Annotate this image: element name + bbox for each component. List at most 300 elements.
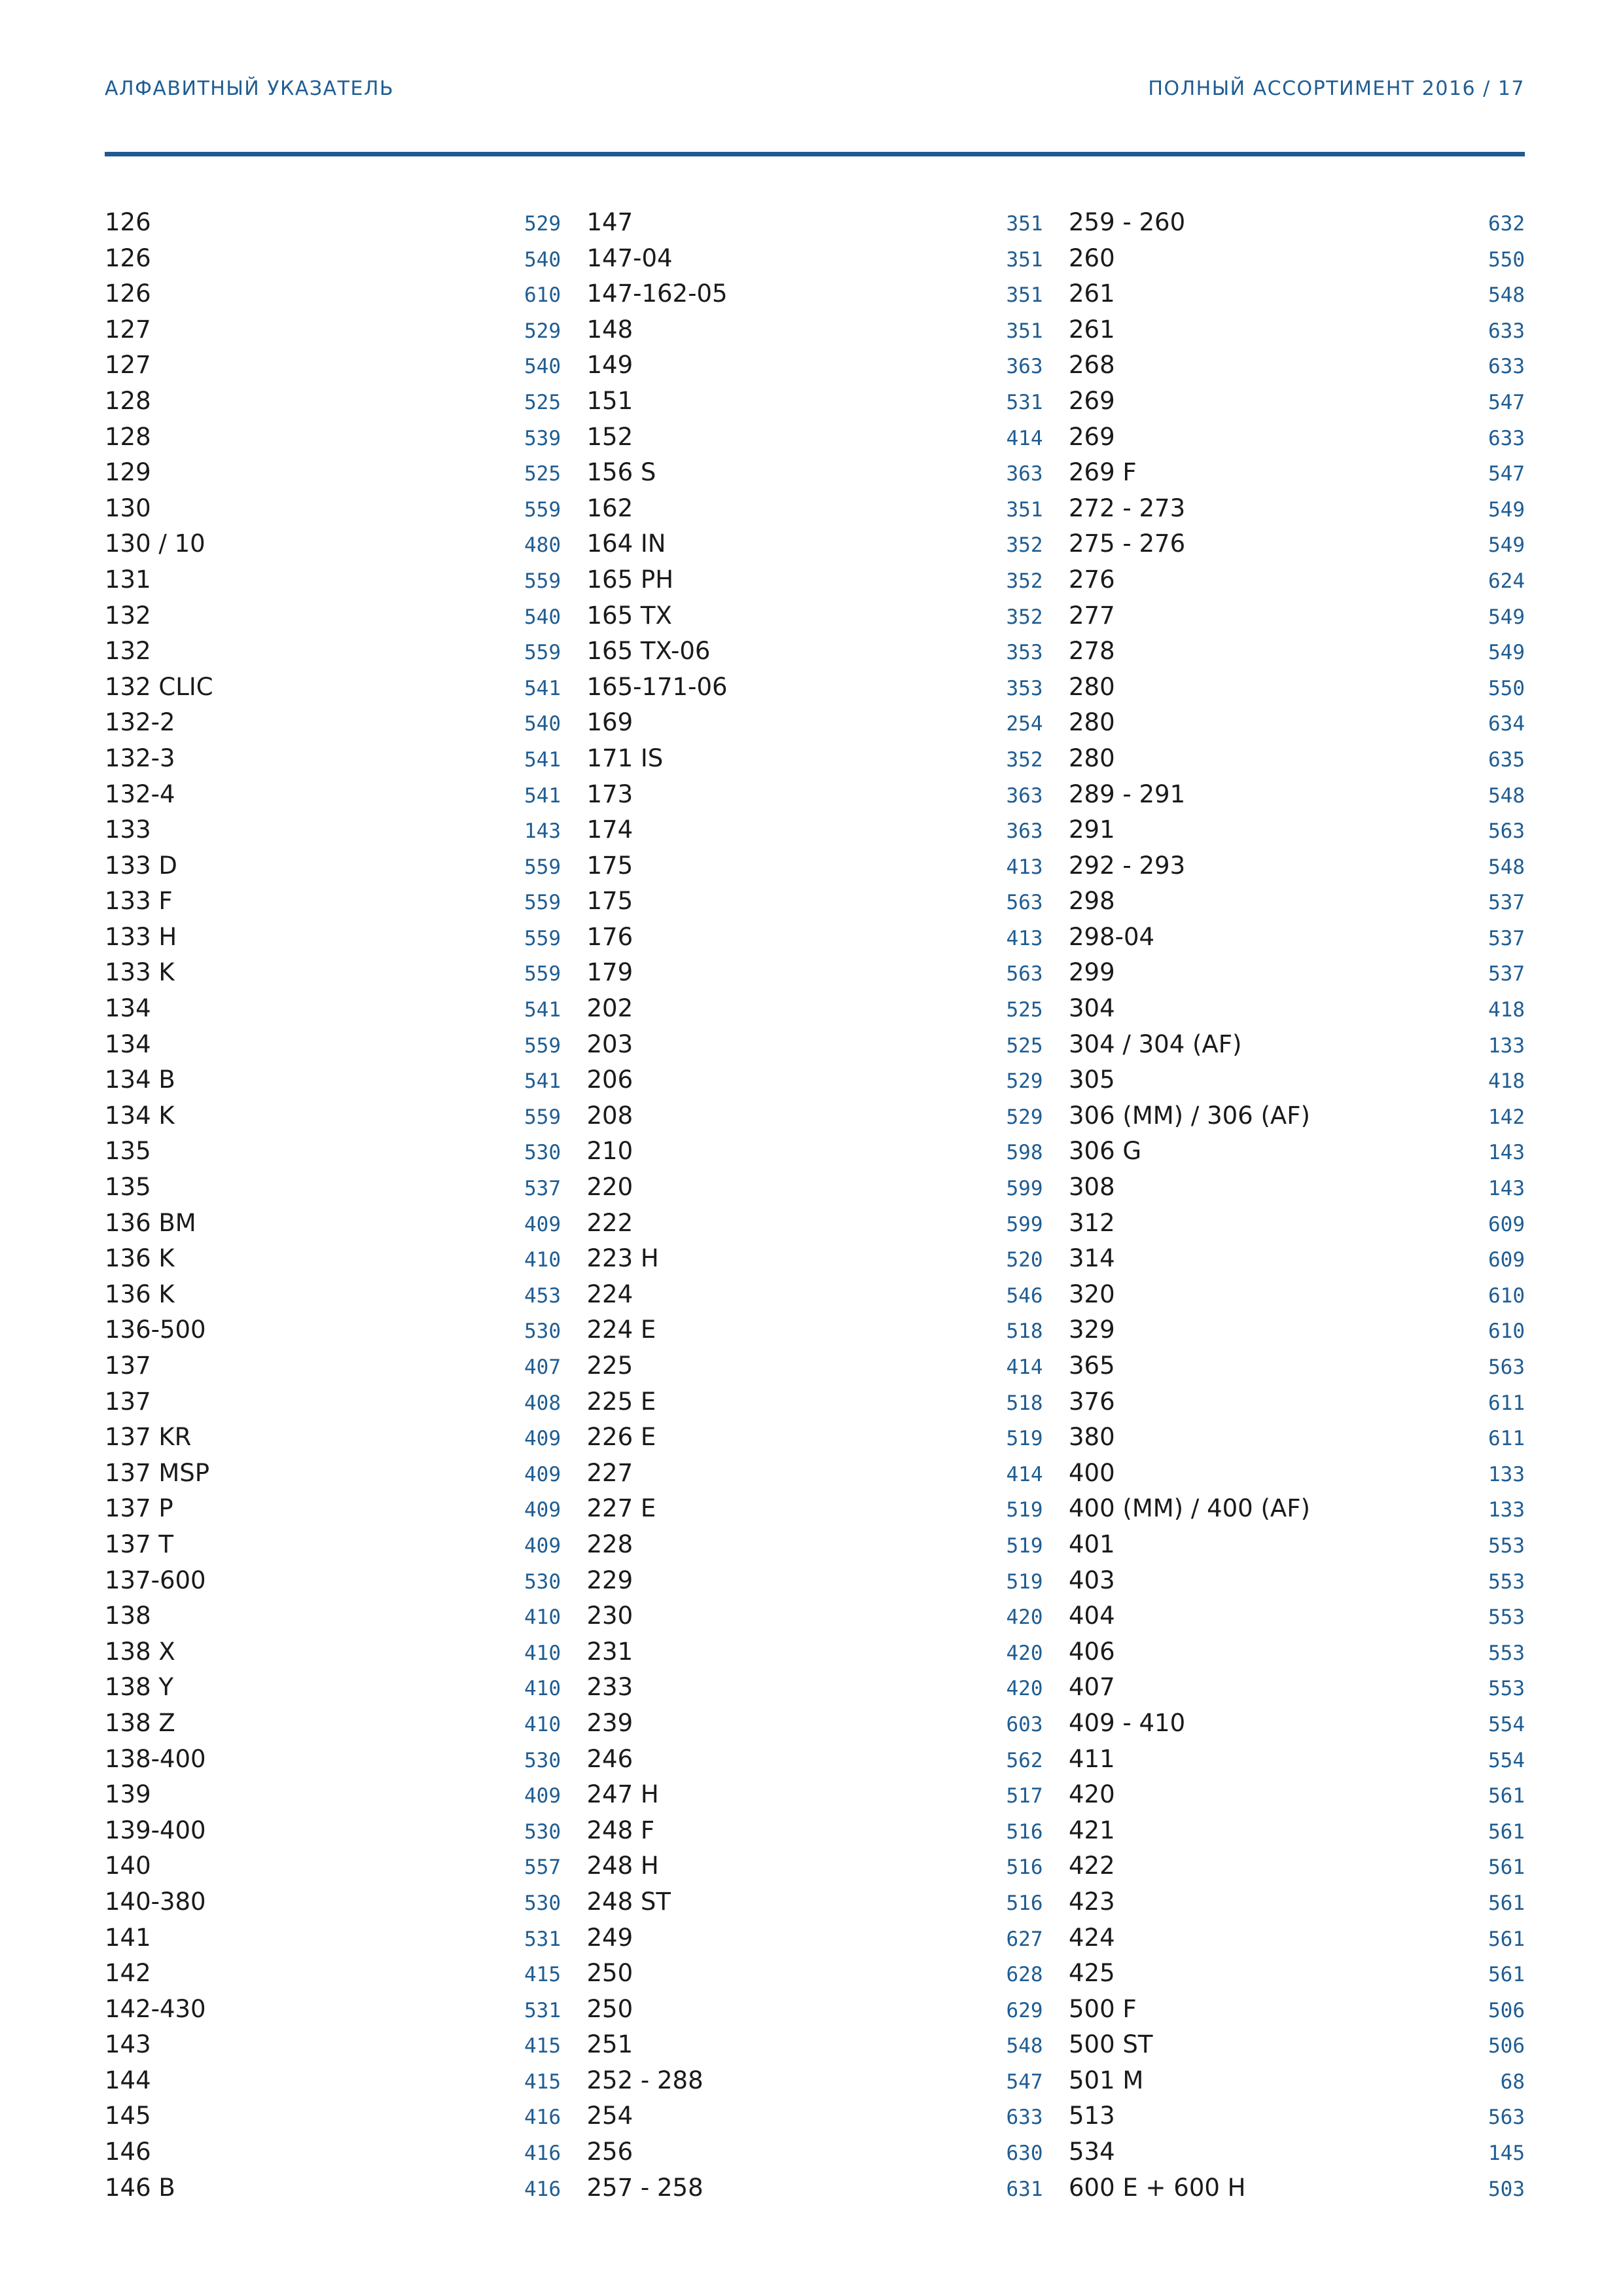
entry-label: 136-500 [105,1316,206,1344]
page-number: 599 [1006,1177,1043,1201]
entry-label: 239 [586,1708,633,1737]
entry-label: 133 F [105,887,173,916]
page-number: 133 [1488,1033,1525,1058]
page-number: 353 [1006,641,1043,665]
page-number: 610 [1488,1319,1525,1344]
entry-label: 425 [1069,1959,1115,1988]
entry-label: 137 MSP [105,1458,210,1487]
index-entry [1069,348,1525,384]
page-number: 559 [524,962,561,986]
page-number: 549 [1488,605,1525,629]
entry-label: 226 E [586,1423,656,1452]
page-number: 351 [1006,319,1043,343]
page-number: 516 [1006,1820,1043,1844]
page-number: 559 [524,1033,561,1058]
entry-label: 305 [1069,1066,1115,1094]
entry-label: 140-380 [105,1887,206,1916]
page-number: 68 [1500,2070,1525,2094]
page-number: 351 [1006,283,1043,308]
page-number: 541 [524,676,561,700]
page-number: 559 [524,891,561,915]
index-entry [105,205,561,241]
index-entry [1069,2098,1525,2134]
entry-label: 144 [105,2066,151,2094]
index-entry [105,1956,561,1992]
entry-label: 277 [1069,601,1115,630]
entry-label: 320 [1069,1280,1115,1308]
page-number: 415 [524,2034,561,2058]
page-number: 633 [1488,355,1525,379]
entry-label: 130 / 10 [105,529,205,558]
page-number: 506 [1488,2034,1525,2058]
entry-label: 135 [105,1173,151,1202]
entry-label: 175 [586,887,633,916]
entry-label: 291 [1069,816,1115,844]
index-entry [1069,1598,1525,1634]
index-entry [587,1456,1043,1492]
entry-label: 151 [586,386,633,415]
index-entry [1069,1062,1525,1098]
index-entry [1069,777,1525,813]
page-number: 537 [1488,962,1525,986]
index-entry [1069,1563,1525,1599]
entry-label: 165 TX-06 [586,637,711,666]
page-number: 557 [524,1856,561,1880]
page-number: 142 [1488,1105,1525,1129]
page-number: 518 [1006,1319,1043,1344]
index-entry [105,2134,561,2170]
entry-label: 224 E [586,1316,656,1344]
entry-label: 132-2 [105,708,175,737]
entry-label: 299 [1069,958,1115,987]
entry-label: 280 [1069,744,1115,772]
page-number: 531 [524,1998,561,2022]
page-number: 414 [1006,1462,1043,1486]
entry-label: 140 [105,1852,151,1880]
page-number: 540 [524,247,561,272]
index-entry [587,991,1043,1027]
index-entry [1069,1742,1525,1778]
index-entry [1069,812,1525,848]
entry-label: 278 [1069,637,1115,666]
page-number: 363 [1006,783,1043,808]
index-entry [1069,1884,1525,1920]
index-entry [587,2027,1043,2063]
page-number: 530 [524,1891,561,1915]
entry-label: 141 [105,1923,151,1952]
entry-label: 406 [1069,1637,1115,1666]
index-entry [1069,598,1525,634]
page-number: 548 [1488,855,1525,879]
index-entry [105,1098,561,1134]
entry-label: 137 [105,1352,151,1380]
entry-label: 133 K [105,958,175,987]
entry-label: 132 [105,637,151,666]
entry-label: 165 TX [586,601,672,630]
page-number: 133 [1488,1462,1525,1486]
index-entry [1069,1206,1525,1242]
page-number: 529 [524,319,561,343]
entry-label: 500 F [1069,1994,1137,2023]
index-entry [105,741,561,777]
entry-label: 139 [105,1780,151,1809]
page-number: 561 [1488,1927,1525,1951]
entry-label: 231 [586,1637,633,1666]
page-number: 143 [1488,1177,1525,1201]
entry-label: 269 F [1069,458,1137,487]
index-entry [105,1742,561,1778]
index-entry [587,1670,1043,1706]
index-entry [1069,670,1525,706]
index-entry [587,562,1043,598]
page-number: 410 [524,1677,561,1701]
page-number: 480 [524,533,561,558]
entry-label: 501 M [1069,2066,1144,2094]
page-number: 635 [1488,747,1525,772]
entry-label: 256 [586,2138,633,2166]
entry-label: 137 [105,1387,151,1416]
page-number: 633 [1488,426,1525,450]
page-number: 519 [1006,1534,1043,1558]
entry-label: 137-600 [105,1566,206,1594]
page-number: 541 [524,747,561,772]
page-number: 416 [524,2142,561,2166]
page-number: 410 [524,1605,561,1630]
index-entry [1069,884,1525,920]
page-number: 609 [1488,1248,1525,1272]
index-entry [587,705,1043,741]
page-number: 453 [524,1283,561,1308]
entry-label: 128 [105,422,151,451]
page-number: 133 [1488,1498,1525,1522]
entry-label: 409 - 410 [1069,1708,1186,1737]
index-entry [105,2098,561,2134]
index-entry [105,920,561,956]
index-entry [105,848,561,884]
entry-label: 534 [1069,2138,1115,2166]
index-entry [587,848,1043,884]
page-number: 529 [1006,1069,1043,1094]
entry-label: 228 [586,1530,633,1558]
entry-label: 175 [586,851,633,880]
entry-label: 133 H [105,922,177,951]
page-number: 561 [1488,1784,1525,1808]
entry-label: 260 [1069,243,1115,272]
entry-label: 250 [586,1994,633,2023]
page-number: 559 [524,497,561,522]
entry-label: 298 [1069,887,1115,916]
page-number: 537 [1488,926,1525,950]
section-title: АЛФАВИТНЫЙ УКАЗАТЕЛЬ [105,77,395,100]
entry-label: 423 [1069,1887,1115,1916]
index-entry [105,1563,561,1599]
index-entry [587,2134,1043,2170]
entry-label: 227 [586,1458,633,1487]
entry-label: 252 - 288 [586,2066,704,2094]
index-entry [105,1384,561,1420]
page-number: 352 [1006,747,1043,772]
page-number: 553 [1488,1641,1525,1665]
page-number: 553 [1488,1570,1525,1594]
index-entry [1069,1992,1525,2028]
page-number: 409 [524,1534,561,1558]
page-number: 611 [1488,1391,1525,1415]
index-entry [105,884,561,920]
index-entry [105,812,561,848]
page-number: 506 [1488,1998,1525,2022]
page-number: 559 [524,641,561,665]
entry-label: 230 [586,1602,633,1630]
index-entry [587,1992,1043,2028]
index-entry [587,384,1043,420]
page-number: 541 [524,783,561,808]
page-number: 603 [1006,1712,1043,1736]
page-number: 353 [1006,676,1043,700]
index-entry [587,526,1043,562]
entry-label: 134 B [105,1066,175,1094]
index-entry [587,955,1043,991]
index-entry [105,670,561,706]
entry-label: 280 [1069,672,1115,701]
page-number: 516 [1006,1856,1043,1880]
index-entry [587,2063,1043,2099]
entry-label: 164 IN [586,529,666,558]
page-number: 539 [524,426,561,450]
page-number: 413 [1006,855,1043,879]
index-entry [105,1992,561,2028]
entry-label: 404 [1069,1602,1115,1630]
entry-label: 380 [1069,1423,1115,1452]
catalog-title: ПОЛНЫЙ АССОРТИМЕНТ 2016 / 17 [1148,77,1525,100]
index-entry [587,1920,1043,1956]
page-number: 553 [1488,1605,1525,1630]
page-number: 409 [524,1784,561,1808]
header-divider [105,152,1525,156]
entry-label: 400 [1069,1458,1115,1487]
entry-label: 176 [586,922,633,951]
page-number: 420 [1006,1641,1043,1665]
index-entry [105,2170,561,2206]
page-number: 407 [524,1355,561,1379]
index-entry [587,1241,1043,1277]
entry-label: 272 - 273 [1069,493,1186,522]
entry-label: 292 - 293 [1069,851,1186,880]
index-entry [587,1742,1043,1778]
page-number: 629 [1006,1998,1043,2022]
entry-label: 246 [586,1744,633,1773]
entry-label: 131 [105,565,151,594]
page-number: 631 [1006,2177,1043,2201]
index-entry [105,1134,561,1170]
page-number: 541 [524,1069,561,1094]
page-number: 610 [1488,1283,1525,1308]
index-entry [105,598,561,634]
page-number: 418 [1488,998,1525,1022]
index-column-3 [1069,205,1525,2206]
entry-label: 224 [586,1280,633,1308]
page-number: 414 [1006,426,1043,450]
index-entry [1069,1098,1525,1134]
page-number: 599 [1006,1212,1043,1236]
entry-label: 152 [586,422,633,451]
page-number: 563 [1488,1355,1525,1379]
index-entry [105,526,561,562]
page-number: 519 [1006,1570,1043,1594]
index-entry [1069,1384,1525,1420]
index-entry [1069,1456,1525,1492]
page-number: 546 [1006,1283,1043,1308]
page-number: 352 [1006,569,1043,593]
page-number: 519 [1006,1498,1043,1522]
index-entry [1069,1527,1525,1563]
page-number: 634 [1488,712,1525,736]
index-entry [1069,1920,1525,1956]
entry-label: 401 [1069,1530,1115,1558]
index-entry [1069,526,1525,562]
index-entry [587,1206,1043,1242]
entry-label: 171 IS [586,744,664,772]
page-number: 363 [1006,819,1043,844]
entry-label: 179 [586,958,633,987]
entry-label: 165-171-06 [586,672,728,701]
entry-label: 126 [105,208,151,236]
index-entry [105,1848,561,1884]
entry-label: 143 [105,2030,151,2059]
entry-label: 127 [105,315,151,344]
entry-label: 314 [1069,1244,1115,1273]
entry-label: 403 [1069,1566,1115,1594]
index-entry [587,812,1043,848]
page-number: 409 [524,1462,561,1486]
index-entry [587,420,1043,456]
index-entry [1069,1420,1525,1456]
page-number: 352 [1006,605,1043,629]
index-entry [1069,1813,1525,1849]
page-number: 563 [1488,2106,1525,2130]
entry-label: 261 [1069,279,1115,308]
entry-label: 400 (MM) / 400 (AF) [1069,1494,1310,1523]
entry-label: 250 [586,1959,633,1988]
index-entry [105,1777,561,1813]
entry-label: 138 X [105,1637,175,1666]
entry-label: 206 [586,1066,633,1094]
page-number: 525 [524,390,561,414]
entry-label: 146 B [105,2173,175,2202]
page-number: 633 [1006,2106,1043,2130]
index-columns [105,205,1525,2206]
entry-label: 165 PH [586,565,674,594]
page-number: 531 [1006,390,1043,414]
index-entry [1069,241,1525,277]
index-entry [587,1563,1043,1599]
page-number: 561 [1488,1963,1525,1987]
index-entry [587,312,1043,348]
index-entry [587,1956,1043,1992]
index-entry [105,1420,561,1456]
entry-label: 248 ST [586,1887,671,1916]
page-number: 525 [524,462,561,486]
index-column-2 [587,205,1043,2206]
index-entry [105,491,561,527]
page-number: 547 [1488,462,1525,486]
entry-label: 139-400 [105,1816,206,1844]
index-entry [105,420,561,456]
entry-label: 142-430 [105,1994,206,2023]
page-number: 548 [1488,283,1525,308]
index-entry [1069,2063,1525,2099]
page-number: 531 [524,1927,561,1951]
entry-label: 600 E + 600 H [1069,2173,1246,2202]
index-entry [105,562,561,598]
entry-label: 137 KR [105,1423,192,1452]
index-entry [587,1170,1043,1206]
page-number: 537 [1488,891,1525,915]
page-number: 416 [524,2177,561,2201]
page-number: 550 [1488,247,1525,272]
index-entry [105,1312,561,1348]
page-number: 530 [524,1319,561,1344]
index-entry [1069,1277,1525,1313]
index-entry [1069,1491,1525,1527]
entry-label: 138-400 [105,1744,206,1773]
page-number: 559 [524,1105,561,1129]
index-entry [105,1062,561,1098]
entry-label: 308 [1069,1173,1115,1202]
index-entry [1069,848,1525,884]
page-number: 530 [524,1570,561,1594]
page-number: 554 [1488,1712,1525,1736]
entry-label: 259 - 260 [1069,208,1186,236]
index-entry [587,1062,1043,1098]
index-entry [105,1706,561,1742]
page-number: 559 [524,569,561,593]
page-number: 503 [1488,2177,1525,2201]
page-number: 563 [1488,819,1525,844]
page-number: 561 [1488,1891,1525,1915]
page-number: 410 [524,1248,561,1272]
page-number: 547 [1488,390,1525,414]
page-number: 143 [1488,1141,1525,1165]
index-column-1 [105,205,561,2206]
index-entry [105,348,561,384]
index-entry [587,2170,1043,2206]
entry-label: 220 [586,1173,633,1202]
page-number: 630 [1006,2142,1043,2166]
page-header [105,77,1525,100]
entry-label: 126 [105,279,151,308]
index-entry [1069,1777,1525,1813]
index-entry [1069,920,1525,956]
index-entry [105,705,561,741]
index-entry [1069,1848,1525,1884]
index-entry [1069,955,1525,991]
page-number: 525 [1006,998,1043,1022]
index-entry [105,1634,561,1670]
entry-label: 280 [1069,708,1115,737]
index-entry [1069,562,1525,598]
entry-label: 298-04 [1069,922,1155,951]
page-number: 352 [1006,533,1043,558]
index-entry [587,634,1043,670]
index-entry [1069,991,1525,1027]
entry-label: 422 [1069,1852,1115,1880]
entry-label: 306 (MM) / 306 (AF) [1069,1101,1310,1130]
entry-label: 304 [1069,994,1115,1023]
index-entry [587,276,1043,312]
entry-label: 275 - 276 [1069,529,1186,558]
entry-label: 513 [1069,2102,1115,2130]
index-entry [587,1384,1043,1420]
